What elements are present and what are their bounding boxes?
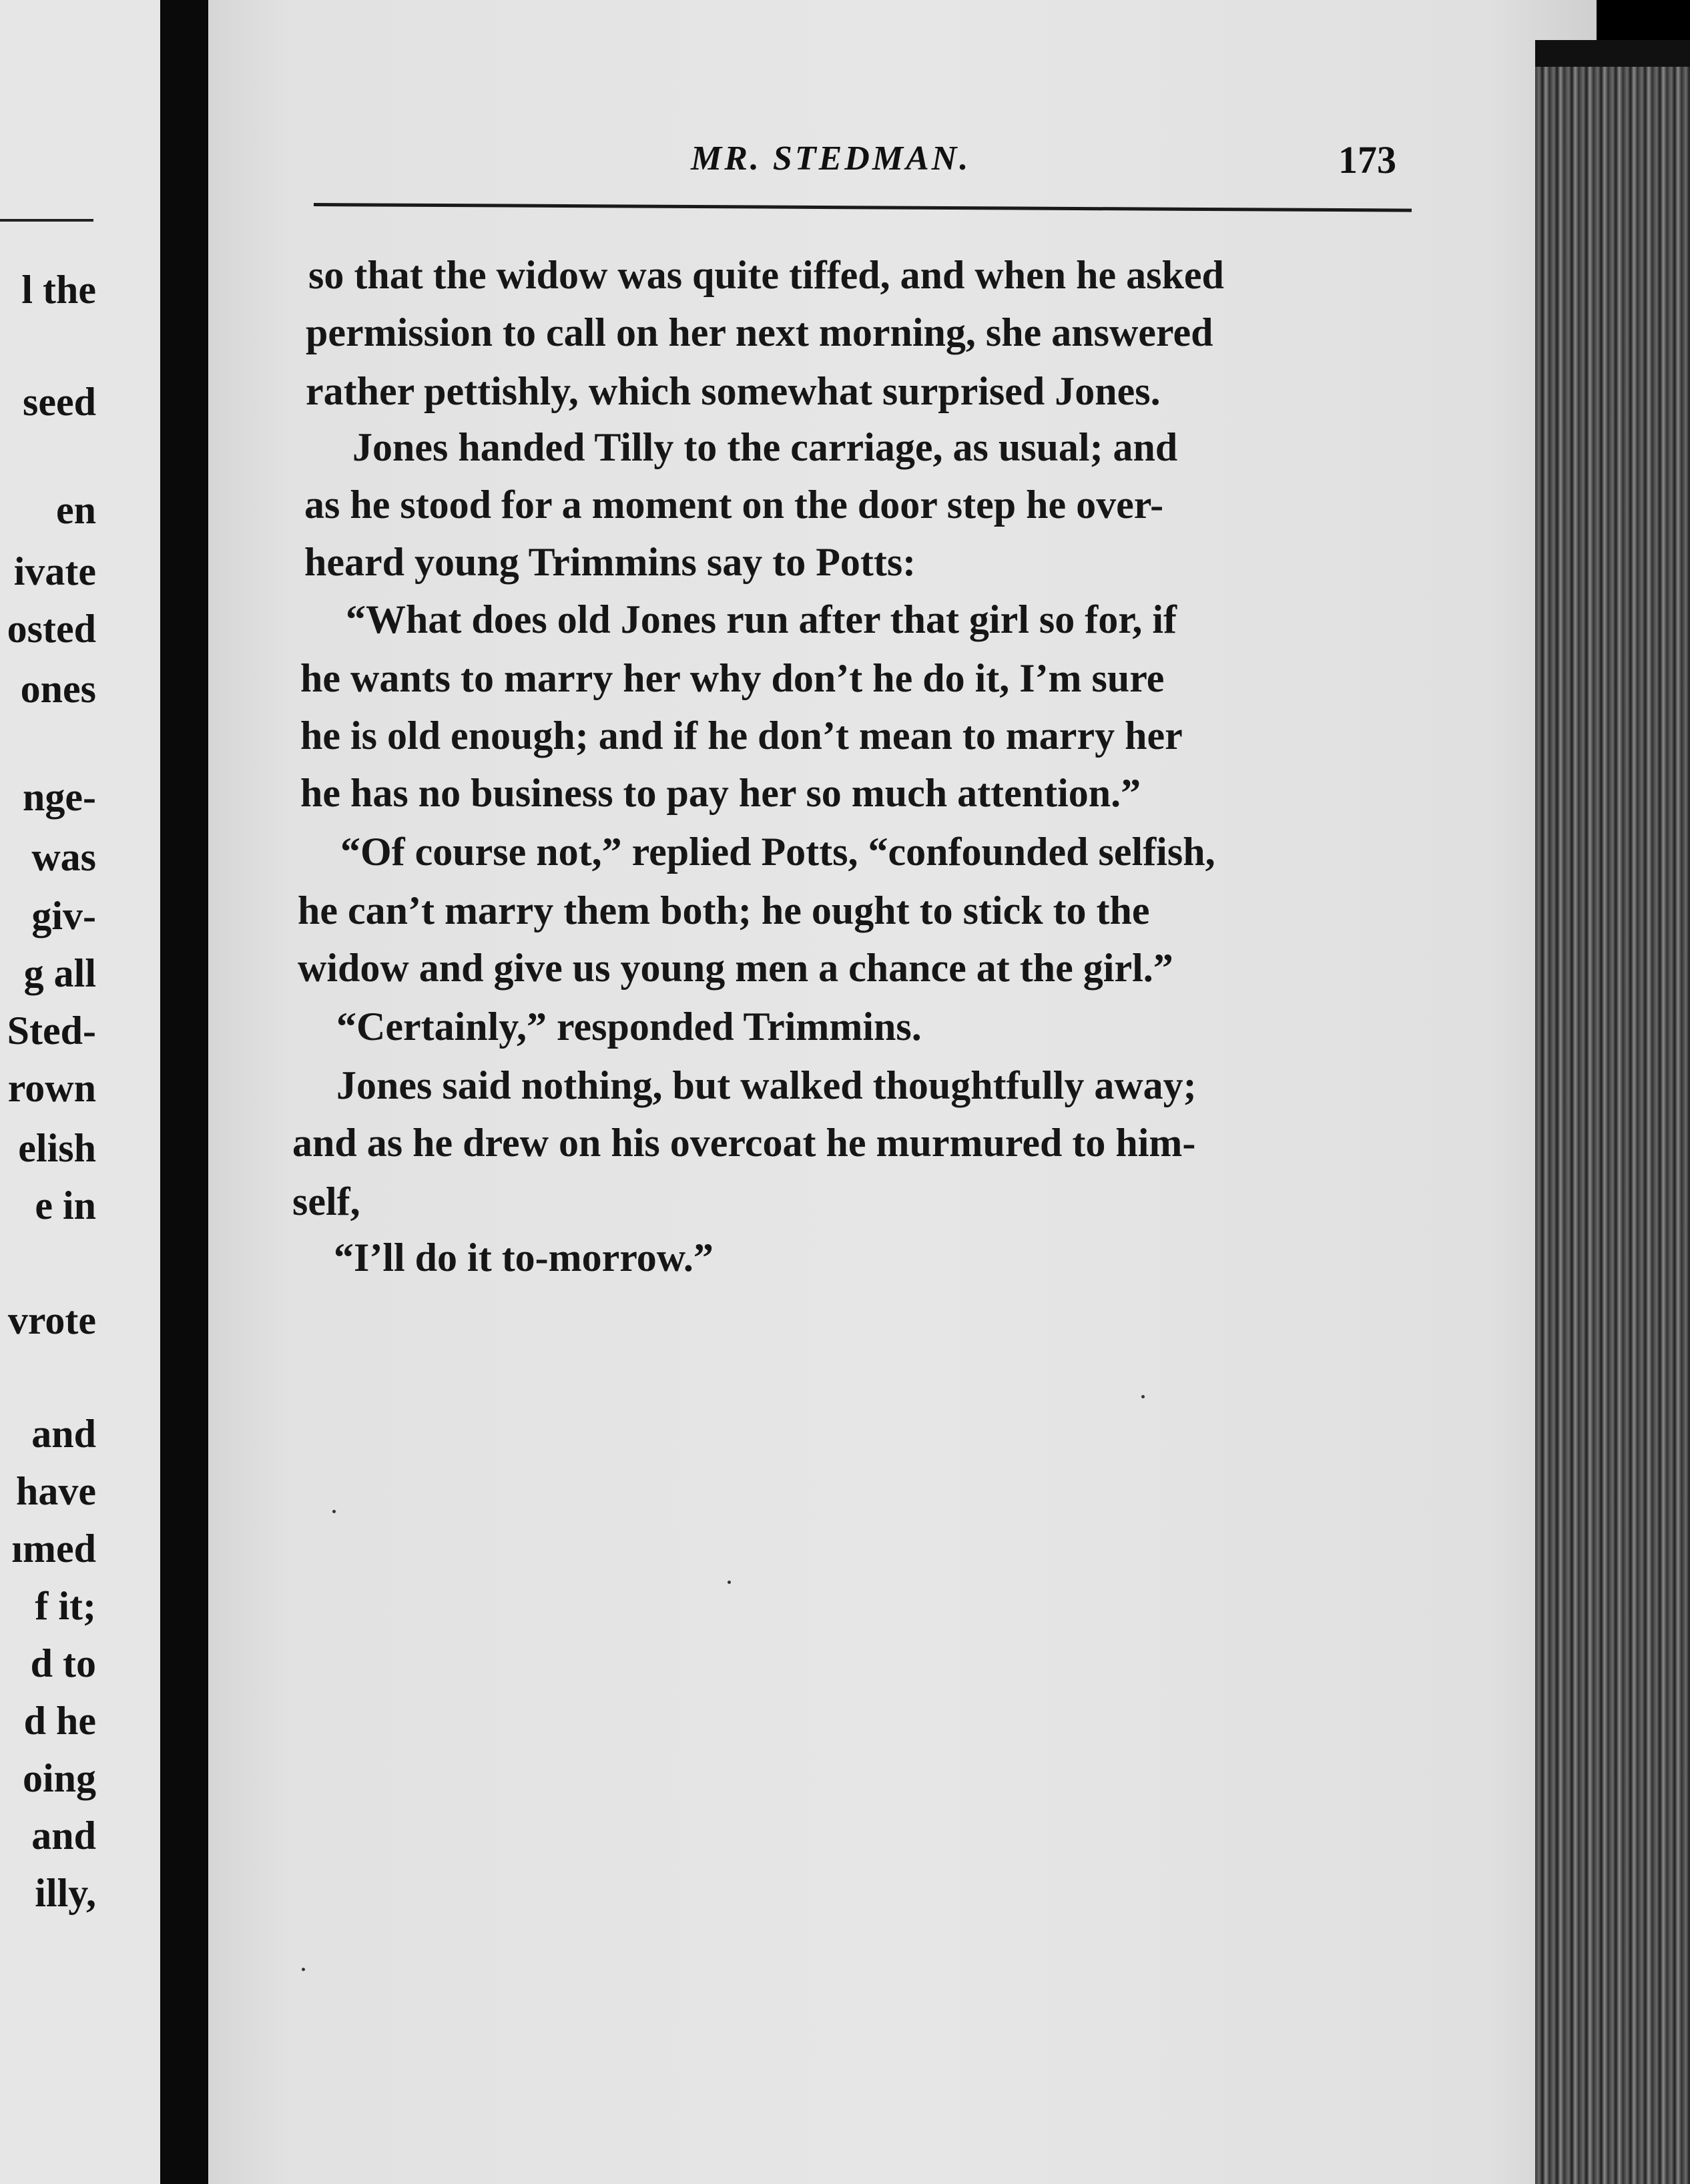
paper-speck <box>728 1581 731 1584</box>
facing-text-fragment: ımed <box>11 1527 96 1571</box>
facing-text-fragment: giv- <box>31 894 96 938</box>
facing-text-fragment: rown <box>7 1066 96 1110</box>
body-line: heard young Trimmins say to Potts: <box>304 540 916 584</box>
page-number: 173 <box>1338 138 1396 182</box>
facing-text-fragment: g all <box>23 951 96 995</box>
facing-text-fragment: was <box>31 835 96 879</box>
paper-speck <box>1141 1395 1145 1398</box>
facing-text-fragment: elish <box>18 1126 96 1170</box>
body-line: permission to call on her next morning, she answered <box>306 310 1213 354</box>
facing-text-fragment: e in <box>35 1183 96 1227</box>
body-line: Jones said nothing, but walked thoughtfully away; <box>336 1063 1197 1107</box>
body-line: he is old enough; and if he don’t mean to marry her <box>300 714 1183 758</box>
body-line: “What does old Jones run after that girl so for, if <box>346 597 1177 641</box>
facing-text-fragment: d to <box>30 1641 96 1685</box>
facing-page-fragment <box>0 0 160 2184</box>
facing-text-fragment: nge- <box>23 775 96 819</box>
facing-text-fragment: ones <box>20 667 96 711</box>
running-title: MR. STEDMAN. <box>691 140 971 178</box>
facing-text-fragment: vrote <box>7 1298 96 1342</box>
body-line: Jones handed Tilly to the carriage, as usual; and <box>352 425 1178 469</box>
facing-text-fragment: en <box>56 488 96 532</box>
facing-text-fragment: ivate <box>13 549 96 593</box>
body-line: as he stood for a moment on the door step he over- <box>304 483 1164 527</box>
page-edge-stack <box>1535 40 1690 2184</box>
body-line: and as he drew on his overcoat he murmured to him- <box>292 1121 1196 1165</box>
facing-text-fragment: Sted- <box>7 1009 96 1053</box>
facing-text-fragment: d he <box>23 1699 96 1743</box>
body-line: widow and give us young men a chance at the girl.” <box>298 946 1173 990</box>
facing-text-fragment: osted <box>7 607 96 651</box>
body-line: so that the widow was quite tiffed, and when he asked <box>308 253 1224 297</box>
page-edge-shadow <box>1535 40 1690 67</box>
body-line: “Certainly,” responded Trimmins. <box>336 1005 922 1049</box>
facing-text-fragment: seed <box>23 380 96 424</box>
book-gutter <box>160 0 208 2184</box>
paper-speck <box>302 1968 305 1971</box>
body-line: he has no business to pay her so much attention.” <box>300 771 1141 815</box>
facing-page-rule <box>0 219 93 222</box>
facing-text-fragment: f it; <box>35 1584 96 1628</box>
body-line: he can’t marry them both; he ought to stick to the <box>298 888 1150 932</box>
body-line: he wants to marry her why don’t he do it, I’m sure <box>300 656 1165 700</box>
facing-text-fragment: illy, <box>35 1871 96 1915</box>
body-line: “I’ll do it to-morrow.” <box>334 1236 714 1280</box>
paper-speck <box>332 1510 336 1513</box>
facing-text-fragment: oing <box>22 1756 96 1800</box>
body-line: self, <box>292 1179 360 1223</box>
facing-text-fragment: and <box>31 1412 96 1456</box>
facing-text-fragment: have <box>16 1469 96 1513</box>
body-line: “Of course not,” replied Potts, “confounded selfish, <box>340 830 1215 874</box>
body-line: rather pettishly, which somewhat surprised Jones. <box>306 369 1161 413</box>
facing-text-fragment: l the <box>21 268 96 312</box>
facing-text-fragment: and <box>31 1814 96 1858</box>
